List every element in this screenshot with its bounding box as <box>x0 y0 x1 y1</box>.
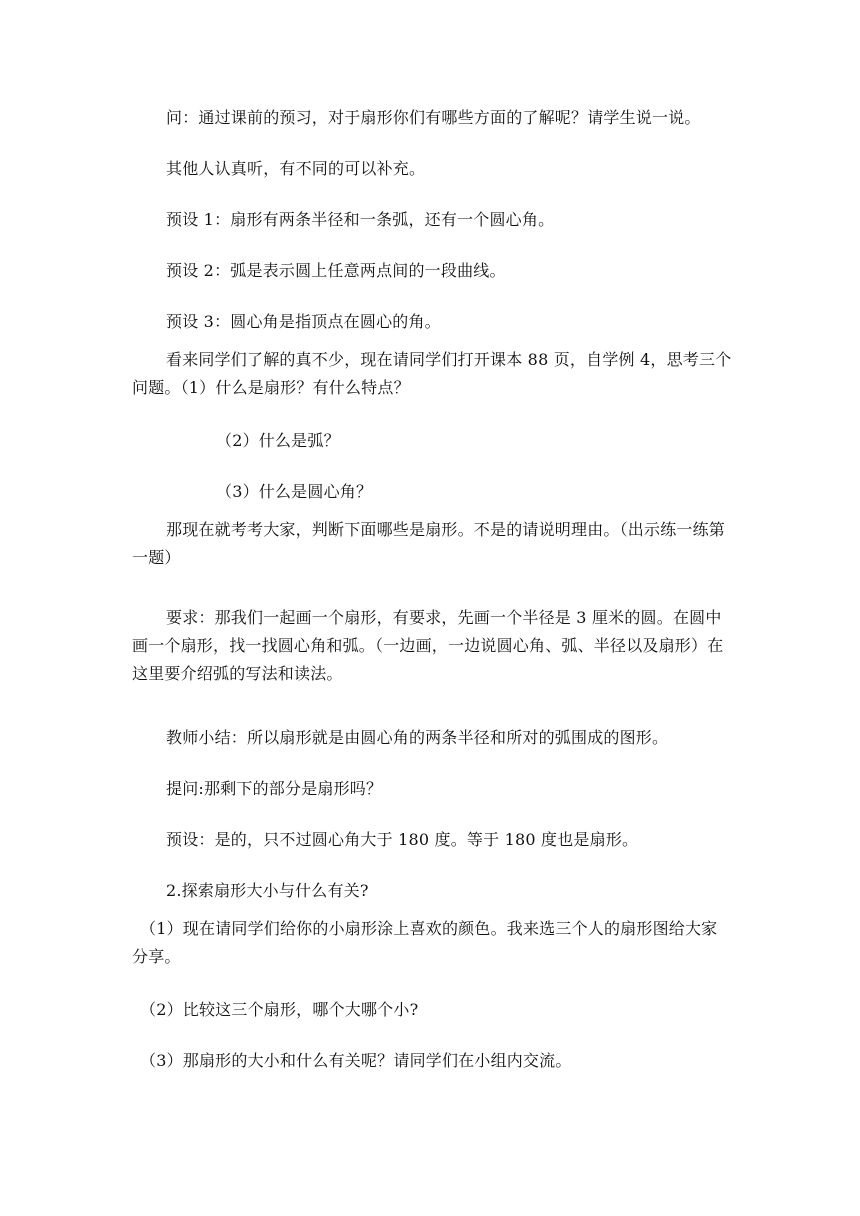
section-heading-explore: 2.探索扇形大小与什么有关? <box>166 881 369 900</box>
paragraph-judge-sectors: 那现在就考考大家，判断下面哪些是扇形。不是的请说明理由。（出示练一练第一题） <box>132 520 726 567</box>
paragraph-preset-1: 预设 1：扇形有两条半径和一条弧，还有一个圆心角。 <box>166 210 555 229</box>
paragraph-step-1: （1）现在请同学们给你的小扇形涂上喜欢的颜色。我来选三个人的扇形图给大家分享。 <box>132 919 718 966</box>
paragraph-question: 问：通过课前的预习，对于扇形你们有哪些方面的了解呢？请学生说一说。 <box>166 108 701 127</box>
paragraph-step-2: （2）比较这三个扇形，哪个大哪个小? <box>140 1000 419 1019</box>
paragraph-preset-3: 预设 3：圆心角是指顶点在圆心的角。 <box>166 312 441 331</box>
paragraph-ask-remaining: 提问:那剩下的部分是扇形吗？ <box>166 779 383 798</box>
paragraph-preset-180: 预设：是的，只不过圆心角大于 180 度。等于 180 度也是扇形。 <box>166 830 639 849</box>
paragraph-preset-2: 预设 2：弧是表示圆上任意两点间的一段曲线。 <box>166 261 506 280</box>
paragraph-step-3: （3）那扇形的大小和什么有关呢？请同学们在小组内交流。 <box>140 1051 572 1070</box>
paragraph-question-3: （3）什么是圆心角？ <box>216 482 373 501</box>
paragraph-open-textbook: 看来同学们了解的真不少，现在请同学们打开课本 88 页，自学例 4，思考三个问题。（1）什么是扇形？有什么特点？ <box>132 350 732 397</box>
paragraph-others-listen: 其他人认真听，有不同的可以补充。 <box>166 159 426 178</box>
paragraph-question-2: （2）什么是弧？ <box>216 431 340 450</box>
paragraph-teacher-summary: 教师小结：所以扇形就是由圆心角的两条半径和所对的弧围成的图形。 <box>166 728 669 747</box>
paragraph-requirement: 要求：那我们一起画一个扇形，有要求，先画一个半径是 3 厘米的圆。在圆中画一个扇形，找一找圆心角和弧。（一边画，一边说圆心角、弧、半径以及扇形）在这里要介绍弧的写法和读法。 <box>132 608 724 683</box>
